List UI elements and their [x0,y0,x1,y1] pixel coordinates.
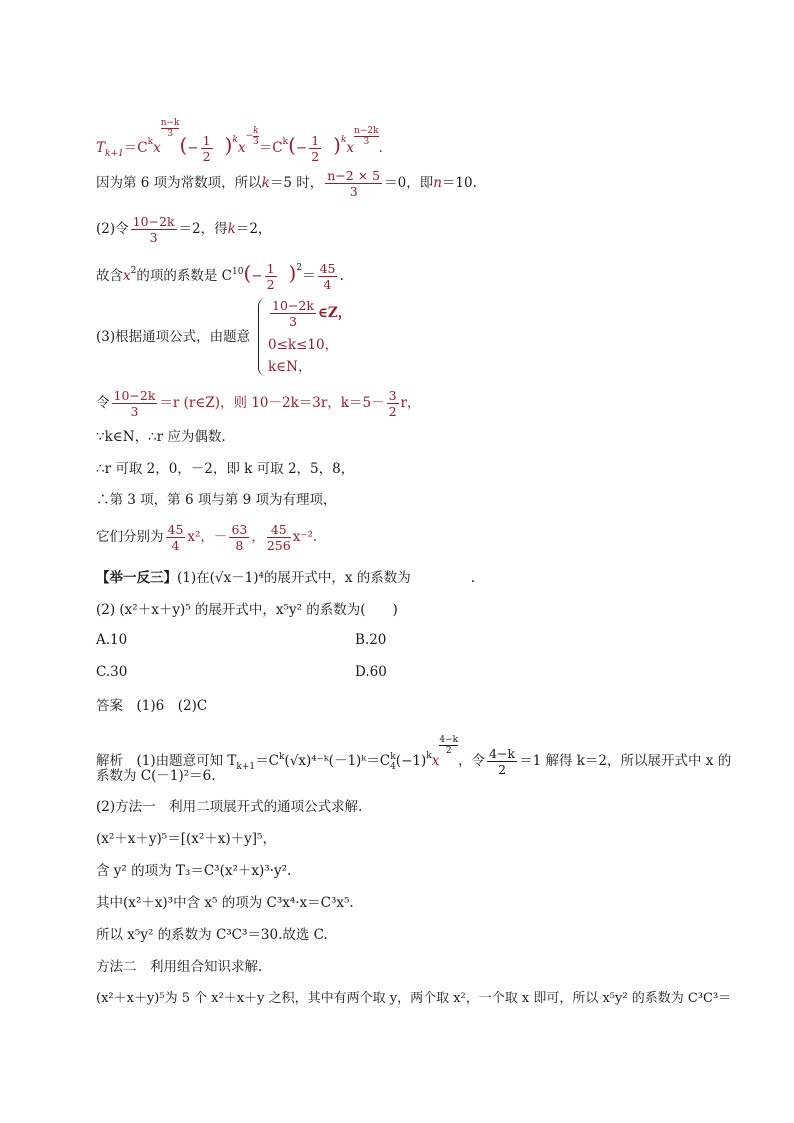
formula-T-subscript: k+1 [105,149,124,159]
option-c: C.30 [96,664,128,680]
fraction-n: $\frac{n-2 \times 5}{3}$ [327,168,381,199]
formula-T: T [96,140,106,156]
text-line-6: 令 $\frac{10-2k}{3}$ ＝r (r∈Z)，则 10－2k＝3r，k＝5－ $\frac{3}{2}$ r， [96,388,421,419]
analysis-line-2: 系数为 C(－1)²＝6. [96,768,216,784]
text-line-5: (3)根据通项公式，由题意 [96,329,251,345]
analysis-line-4: (x²＋x＋y)⁵＝[(x²＋x)＋y]⁵， [96,831,276,847]
fraction-half-1: $\frac{1}{2}$ [202,133,211,164]
option-a: A.10 [96,632,128,648]
text-line-9: ∴第 3 项，第 6 项与第 9 项为有理项， [96,492,337,508]
brace-symbol [258,298,267,376]
text-line-3: (2)令 $\frac{10-2k}{3}$ ＝2，得k＝2， [96,214,272,245]
formula-C: ＝C [123,140,148,156]
text-line-2: 因为第 6 项为常数项，所以k＝5 时， $\frac{n-2 \times 5}{3}$ ＝0，即n＝10. [96,168,477,199]
text-line-7: ∵k∈N，∴r 应为偶数. [96,429,226,445]
analysis-line-8: 方法二 利用组合知识求解. [96,959,263,975]
fraction-10-2k: $\frac{10-2k}{3}$ [132,214,175,245]
text-line-4: 故含$x^2$的项的系数是 $C^{10}(-$ $\frac{1}{2}$ )$^2$＝ $\frac{45}{4}$ . [96,261,344,292]
condition-3: k∈N， [268,359,312,375]
analysis-line-1: 解析 (1)由题意可知 $T_{k+1}=C^k(√x)^{4-}ᵏ(-1)ᵏ=C$ k 4 $(-1)^kx$ $\frac{4-k}{2}$ ，令 $\frac{4-k}{2}$ ＝1 解得 k＝2，所以展开式中 x 的 [96,735,732,777]
text-line-10: 它们分别为 $\frac{45}{4}$ x²，－ $\frac{63}{8}$ ， $\frac{45}{256}$ x⁻². [96,522,318,553]
option-d: D.60 [355,664,387,680]
practice-header-line: 【举一反三】(1)在(√x－1)⁴的展开式中，x 的系数为 . [96,570,476,586]
analysis-line-7: 所以 x⁵y² 的系数为 C³C³＝30.故选 C. [96,927,328,943]
question-2: (2) (x²＋x＋y)⁵ 的展开式中，x⁵y² 的系数为( ) [96,602,398,618]
analysis-line-9: (x²＋x＋y)⁵为 5 个 x²＋x＋y 之积，其中有两个取 y，两个取 x²，一个取 x 即可，所以 x⁵y² 的系数为 C³C³＝ [96,991,732,1006]
formula-line-1: $T_{k+1}=C^kx$ $\frac{n-k}{3}$ (− $\frac{1}{2}$ )$^k$x − $\frac{k}{3}$ $=C^k(-$ $\frac{1}{2}$ )$^k$x $\frac{n-2k}{3}$ . [96,118,383,164]
practice-title: 【举一反三】 [96,570,177,586]
exponent-frac-1: $\frac{n-k}{3}$ [160,118,180,139]
condition-2: 0≤k≤10， [268,337,339,353]
analysis-line-6: 其中(x²＋x)³中含 x⁵ 的项为 C³x⁴·x＝C³x⁵. [96,895,354,911]
answer-line: 答案 (1)6 (2)C [96,698,208,714]
condition-1: $\frac{10-2k}{3}$ ∈Z， [272,298,352,329]
fraction-half-2: $\frac{1}{2}$ [311,133,320,164]
analysis-line-5: 含 y² 的项为 T₃＝C³(x²＋x)³·y². [96,863,292,879]
formula-x: x [153,140,161,156]
text-line-8: ∴r 可取 2，0，－2，即 k 可取 2，5，8， [96,461,355,477]
option-b: B.20 [355,632,387,648]
analysis-line-3: (2)方法一 利用二项展开式的通项公式求解. [96,799,363,815]
